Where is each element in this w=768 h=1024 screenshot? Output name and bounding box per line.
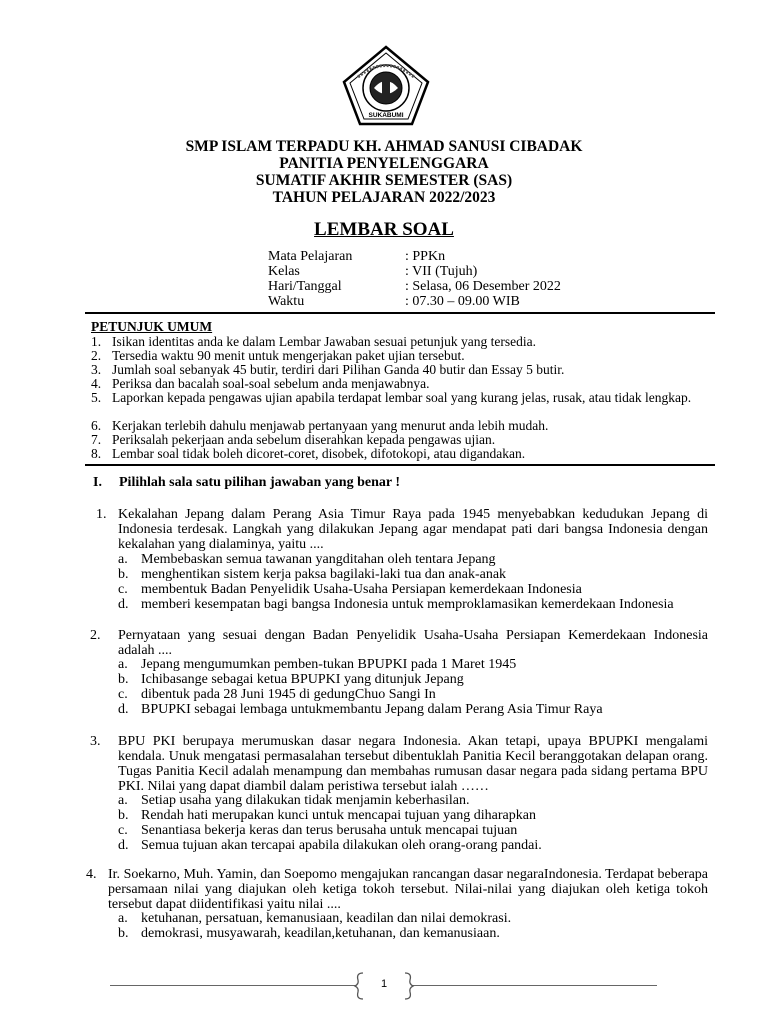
question-text: Pernyataan yang sesuai dengan Badan Penyelidik Usaha-Usaha Persiapan Kemerdekaan Indonesia adalah .... (118, 628, 708, 658)
info-value: : PPKn (405, 249, 446, 264)
question-text: Kekalahan Jepang dalam Perang Asia Timur Raya pada 1945 menyebabkan kedudukan Jepang di Indonesia terdesak. Langkah yang dilakukan Jepang agar mendapat pati dari bangsa Indonesia dengan kekalahan yang dialaminya, yaitu .... (118, 507, 708, 552)
option-letter: d. (118, 702, 129, 717)
page-title: LEMBAR SOAL (314, 219, 454, 240)
info-label: Mata Pelajaran (268, 249, 353, 264)
instruction-text: Periksalah pekerjaan anda sebelum diserahkan kepada pengawas ujian. (112, 432, 496, 447)
option-text: Setiap usaha yang dilakukan tidak menjamin keberhasilan. (141, 793, 470, 808)
option-letter: d. (118, 597, 129, 612)
instruction-text: Periksa dan bacalah soal-soal sebelum anda menjawabnya. (112, 376, 430, 391)
committee-name: PANITIA PENYELENGGARA (279, 155, 489, 172)
question-number: 1. (96, 507, 107, 522)
option-letter: c. (118, 582, 128, 597)
instruction-number: 7. (91, 432, 102, 447)
info-value: : Selasa, 06 Desember 2022 (405, 279, 561, 294)
option-text: Jepang mengumumkan pemben-tukan BPUPKI pada 1 Maret 1945 (141, 657, 517, 672)
instruction-number: 3. (91, 362, 102, 377)
instruction-number: 8. (91, 446, 102, 461)
instruction-number: 1. (91, 334, 102, 349)
option-letter: a. (118, 911, 128, 926)
option-text: ketuhanan, persatuan, kemanusiaan, keadilan dan nilai demokrasi. (141, 911, 512, 926)
option-text: Semua tujuan akan tercapai apabila dilakukan oleh orang-orang pandai. (141, 838, 542, 853)
option-letter: b. (118, 672, 129, 687)
option-letter: d. (118, 838, 129, 853)
instruction-number: 2. (91, 348, 102, 363)
question-text: BPU PKI berupaya merumuskan dasar negara Indonesia. Akan tetapi, upaya BPUPKI mengalami kendala. Unuk mengatasi permasalahan tersebut dibentuklah Panitia Kecil beranggotakan delapan orang. Tugas Panitia Kecil adalah menampung dan membahas rumusan dasar negara pada sidang pertama BPU PKI. Nilai yang dapat diambil dalam peristiwa tersebut ialah …… (118, 734, 708, 794)
option-text: Rendah hati merupakan kunci untuk mencapai tujuan yang diharapkan (141, 808, 536, 823)
option-letter: a. (118, 657, 128, 672)
instruction-text: Laporkan kepada pengawas ujian apabila terdapat lembar soal yang kurang jelas, rusak, atau tidak lengkap. (112, 390, 692, 405)
option-letter: b. (118, 567, 129, 582)
option-letter: a. (118, 793, 128, 808)
question-number: 4. (86, 867, 97, 882)
question-number: 2. (90, 628, 101, 643)
instruction-text: Isikan identitas anda ke dalam Lembar Jawaban sesuai petunjuk yang tersedia. (112, 334, 536, 349)
instruction-text: Lembar soal tidak boleh dicoret-coret, disobek, difotokopi, atau digandakan. (112, 446, 526, 461)
option-letter: b. (118, 808, 129, 823)
info-value: : VII (Tujuh) (405, 264, 478, 279)
instruction-number: 6. (91, 418, 102, 433)
divider (85, 312, 715, 314)
option-letter: c. (118, 687, 128, 702)
info-label: Hari/Tanggal (268, 279, 342, 294)
logo-text: SUKABUMI (368, 112, 404, 119)
option-text: Ichibasange sebagai ketua BPUPKI yang ditunjuk Jepang (141, 672, 464, 687)
footer-line-right (412, 985, 657, 986)
option-text: menghentikan sistem kerja paksa bagilaki-laki tua dan anak-anak (141, 567, 507, 582)
exam-name: SUMATIF AKHIR SEMESTER (SAS) (255, 172, 513, 189)
footer-line-left (110, 985, 355, 986)
section-title: Pilihlah sala satu pilihan jawaban yang benar ! (119, 475, 400, 490)
academic-year: TAHUN PELAJARAN 2022/2023 (272, 189, 496, 206)
option-text: membentuk Badan Penyelidik Usaha-Usaha Persiapan kemerdekaan Indonesia (141, 582, 582, 597)
option-text: dibentuk pada 28 Juni 1945 di gedungChuo Sangi In (141, 687, 436, 702)
instruction-text: Kerjakan terlebih dahulu menjawab pertanyaan yang menurut anda lebih mudah. (112, 418, 549, 433)
option-text: Membebaskan semua tawanan yangditahan oleh tentara Jepang (141, 552, 496, 567)
info-label: Kelas (268, 264, 300, 279)
option-text: BPUPKI sebagai lembaga untukmembantu Jepang dalam Perang Asia Timur Raya (141, 702, 603, 717)
question-text: Ir. Soekarno, Muh. Yamin, dan Soepomo mengajukan rancangan dasar negaraIndonesia. Terdapat beberapa persamaan nilai yang diajukan oleh ketiga tokoh tersebut. Nilai-nilai yang diajukan oleh ketiga tokoh tersebut dapat diidentifikasi yaitu nilai .... (108, 867, 708, 912)
option-letter: a. (118, 552, 128, 567)
option-text: memberi kesempatan bagi bangsa Indonesia untuk memproklamasikan kemerdekaan Indonesia (141, 597, 674, 612)
school-logo (340, 44, 432, 128)
school-name: SMP ISLAM TERPADU KH. AHMAD SANUSI CIBADAK (185, 138, 583, 155)
instruction-number: 4. (91, 376, 102, 391)
page-number: 1 (380, 978, 388, 990)
info-label: Waktu (268, 294, 305, 309)
question-number: 3. (90, 734, 101, 749)
instruction-number: 5. (91, 390, 102, 405)
option-text: Senantiasa bekerja keras dan terus berusaha untuk mencapai tujuan (141, 823, 518, 838)
section-number: I. (93, 475, 102, 490)
option-text: demokrasi, musyawarah, keadilan,ketuhanan, dan kemanusiaan. (141, 926, 500, 941)
info-value: : 07.30 – 09.00 WIB (405, 294, 520, 309)
instruction-text: Tersedia waktu 90 menit untuk mengerjakan paket ujian tersebut. (112, 348, 465, 363)
instruction-text: Jumlah soal sebanyak 45 butir, terdiri dari Pilihan Ganda 40 butir dan Essay 5 butir. (112, 362, 565, 377)
instructions-title: PETUNJUK UMUM (91, 319, 213, 334)
divider (85, 464, 715, 466)
option-letter: b. (118, 926, 129, 941)
option-letter: c. (118, 823, 128, 838)
